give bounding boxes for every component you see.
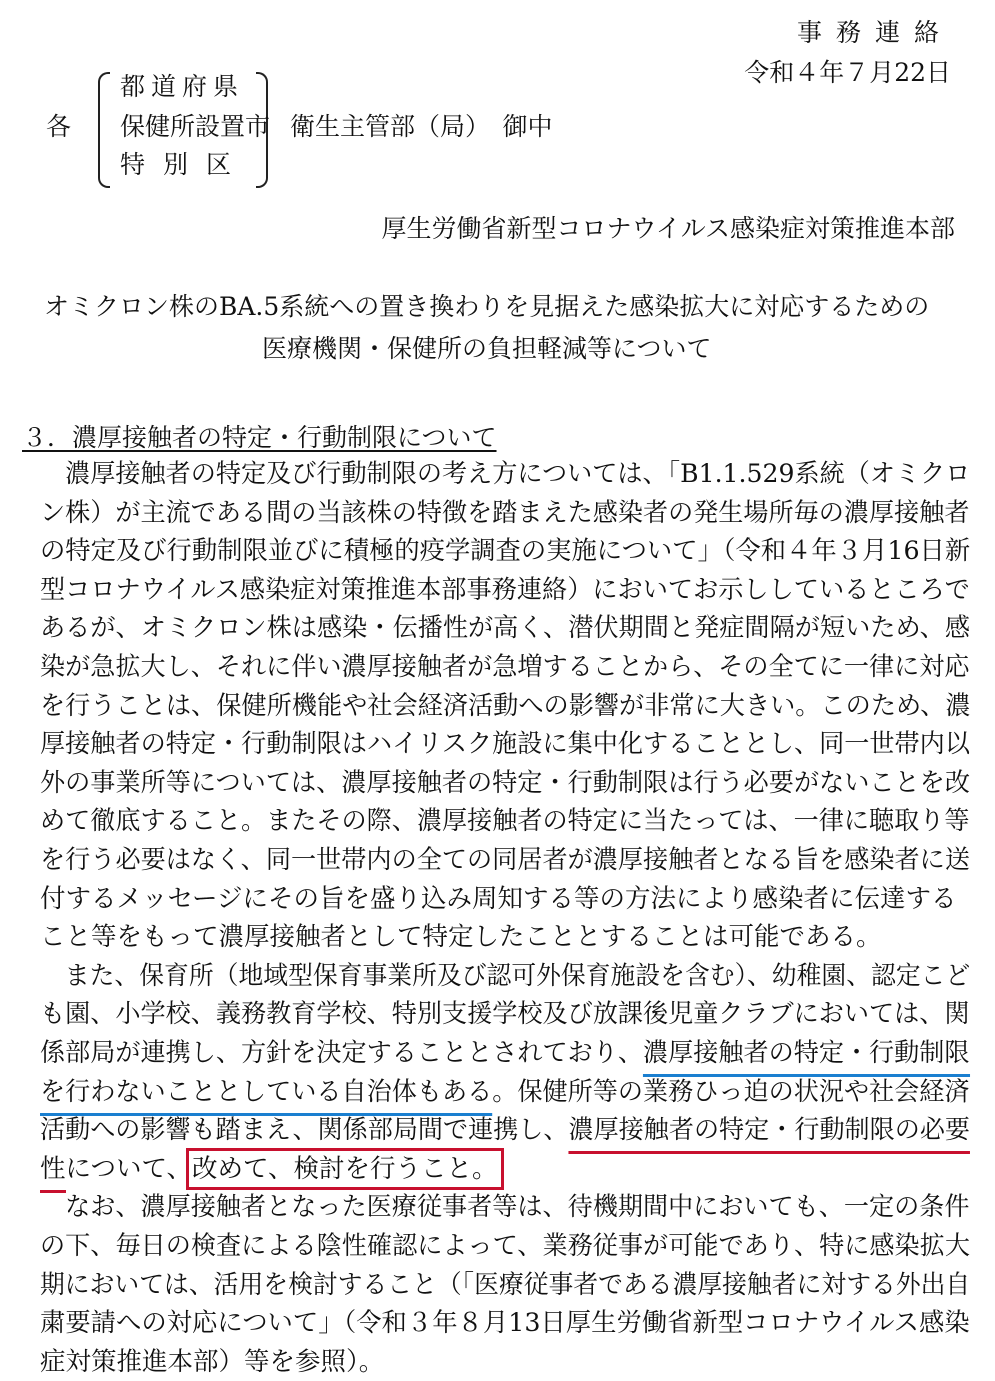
paragraph-2-line xyxy=(40,1073,970,1112)
paragraph-2-line: また、保育所（地域型保育事業所及び認可外保育施設を含む）、幼稚園、認定こど xyxy=(40,960,971,991)
document-title-line-2: 医療機関・保健所の負担軽減等について xyxy=(262,334,712,363)
paragraph-2-text: について、 xyxy=(65,1153,192,1184)
red-boxed-highlight: 改めて、検討を行うこと。 xyxy=(192,1153,498,1184)
document-title-line-1: オミクロン株のBA.5系統への置き換わりを見据えた感染拡大に対応するための xyxy=(44,292,930,321)
paragraph-1-line: の特定及び行動制限並びに積極的疫学調査の実施について」（令和４年３月16日新 xyxy=(40,536,971,567)
blue-underlined-highlight: 濃厚接触者の特定・行動制限 xyxy=(643,1038,970,1077)
red-underlined-highlight: 濃厚接触者の特定・行動制限の必要 xyxy=(568,1115,970,1154)
paragraph-2-text: 活動への影響も踏まえ、関係部局間で連携し、 xyxy=(40,1115,569,1146)
paragraph-2-line: も園、小学校、義務教育学校、特別支援学校及び放課後児童クラブにおいては、関 xyxy=(40,999,970,1030)
paragraph-2-line xyxy=(40,1111,970,1150)
paragraph-1-line: を行うことは、保健所機能や社会経済活動への影響が非常に大きい。このため、濃 xyxy=(40,690,971,721)
paragraph-1-line: あるが、オミクロン株は感染・伝播性が高く、潜伏期間と発症間隔が短いため、感 xyxy=(40,613,971,644)
paragraph-2-line xyxy=(40,1150,498,1189)
paragraph-2-text: 。保健所等の業務ひっ迫の状況や社会経済 xyxy=(492,1076,970,1107)
paragraph-3-line: なお、濃厚接触者となった医療従事者等は、待機期間中においても、一定の条件 xyxy=(40,1192,970,1223)
paragraph-3-line: 症対策推進本部）等を参照）。 xyxy=(40,1346,385,1377)
paragraph-1-line: 外の事業所等については、濃厚接触者の特定・行動制限は行う必要がないことを改 xyxy=(40,767,970,798)
paragraph-1-line: めて徹底すること。またその際、濃厚接触者の特定に当たっては、一律に聴取り等 xyxy=(40,806,970,837)
left-bracket xyxy=(98,72,110,188)
addressee-health-center-city: 保健所設置市 xyxy=(120,112,271,141)
addressee-prefix: 各 xyxy=(46,112,72,141)
recipient-department: 衛生主管部（局） 御中 xyxy=(290,112,553,141)
addressee-prefecture: 都道府県 xyxy=(120,72,245,101)
paragraph-1-line: 濃厚接触者の特定及び行動制限の考え方については、「B1.1.529系統（オミクロ xyxy=(40,459,971,489)
blue-underlined-highlight: を行わないこととしている自治体もある xyxy=(40,1077,492,1116)
paragraph-2-line xyxy=(40,1034,970,1073)
section-heading: ３．濃厚接触者の特定・行動制限について xyxy=(22,423,497,452)
paragraph-3-line: 期においては、活用を検討すること（「医療従事者である濃厚接触者に対する外出自 xyxy=(40,1269,971,1300)
paragraph-1-line: こと等をもって濃厚接触者として特定したこととすることは可能である。 xyxy=(40,922,882,953)
paragraph-2-text: 係部局が連携し、方針を決定することとされており、 xyxy=(40,1038,643,1068)
sender: 厚生労働省新型コロナウイルス感染症対策推進本部 xyxy=(381,214,955,243)
paragraph-1-line: 染が急拡大し、それに伴い濃厚接触者が急増することから、その全てに一律に対応 xyxy=(40,652,970,682)
paragraph-1-line: ン株）が主流である間の当該株の特徴を踏まえた感染者の発生場所毎の濃厚接触者 xyxy=(40,497,970,528)
paragraph-1-line: 型コロナウイルス感染症対策推進本部事務連絡）においてお示ししているところで xyxy=(40,574,970,605)
paragraph-3-line: の下、毎日の検査による陰性確認によって、業務従事が可能であり、特に感染拡大 xyxy=(40,1231,970,1261)
paragraph-1-line: を行う必要はなく、同一世帯内の全ての同居者が濃厚接触者となる旨を感染者に送 xyxy=(40,845,970,875)
addressee-special-ward: 特別区 xyxy=(120,150,250,179)
paragraph-3-line: 粛要請への対応について」（令和３年８月13日厚生労働省新型コロナウイルス感染 xyxy=(40,1308,970,1339)
red-underlined-highlight: 性 xyxy=(40,1154,66,1193)
paragraph-1-line: 厚接触者の特定・行動制限はハイリスク施設に集中化することとし、同一世帯内以 xyxy=(40,729,970,760)
document-date: 令和４年７月22日 xyxy=(744,58,951,87)
document-type: 事務連絡 xyxy=(796,18,953,47)
paragraph-1-line: 付するメッセージにその旨を盛り込み周知する等の方法により感染者に伝達する xyxy=(40,883,957,914)
